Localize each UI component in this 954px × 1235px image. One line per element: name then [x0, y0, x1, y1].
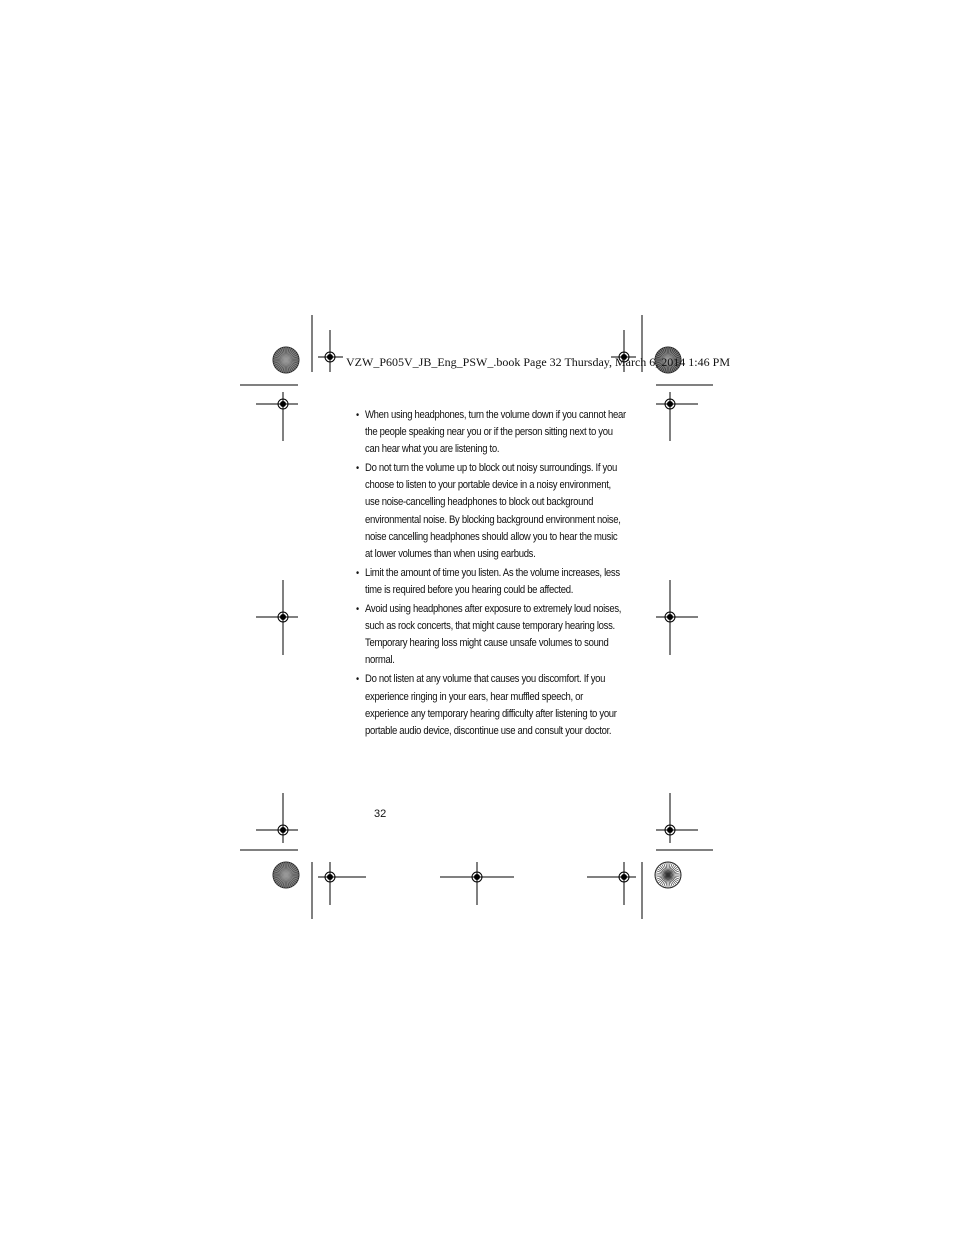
registration-mark	[656, 793, 698, 843]
bullet-dot: •	[356, 604, 359, 616]
starburst-mark	[655, 862, 681, 888]
bullet-list	[356, 407, 626, 740]
bullet-dot: •	[356, 674, 359, 686]
registration-mark	[318, 330, 343, 372]
starburst-mark	[273, 347, 299, 373]
page-content	[356, 407, 626, 742]
registration-mark	[256, 580, 298, 655]
bullet-text: Limit the amount of time you listen. As the volume increases, less time is required before you hearing could be affected.	[365, 566, 620, 596]
bullet-item	[356, 565, 626, 599]
registration-mark	[587, 862, 636, 905]
registration-mark	[318, 862, 366, 905]
bullet-item	[356, 601, 626, 669]
bullet-dot: •	[356, 463, 359, 475]
registration-mark	[656, 392, 698, 441]
bullet-text: Do not turn the volume up to block out noisy surroundings. If you choose to listen to your portable device in a noisy environment, use noise-cancelling headphones to block out background environmental noise. By blocking background environment noise, noise cancelling headphones should allow you to hear the music at lower volumes than when using earbuds.	[365, 462, 621, 560]
bullet-item	[356, 407, 626, 458]
bullet-text: When using headphones, turn the volume down if you cannot hear the people speaking near you or if the person sitting next to you can hear what you are listening to.	[365, 409, 626, 456]
registration-mark	[440, 862, 514, 905]
bullet-dot: •	[356, 567, 359, 579]
bullet-item	[356, 671, 626, 739]
slug-line: VZW_P605V_JB_Eng_PSW_.book Page 32 Thursday, March 6, 2014 1:46 PM	[346, 355, 730, 369]
bullet-text: Avoid using headphones after exposure to extremely loud noises, such as rock concerts, that might cause temporary hearing loss. Temporary hearing loss might cause unsafe volumes to sound normal.	[365, 603, 622, 667]
registration-mark	[256, 392, 298, 441]
page-number: 32	[374, 808, 387, 820]
bullet-dot: •	[356, 410, 359, 421]
bullet-item	[356, 460, 626, 563]
registration-mark	[256, 793, 298, 843]
bullet-text: Do not listen at any volume that causes you discomfort. If you experience ringing in your ears, hear muffled speech, or experience any temporary hearing difficulty after listening to your portable audio device, discontinue use and consult your doctor.	[365, 673, 617, 737]
registration-mark	[656, 580, 698, 655]
starburst-mark	[273, 862, 299, 888]
